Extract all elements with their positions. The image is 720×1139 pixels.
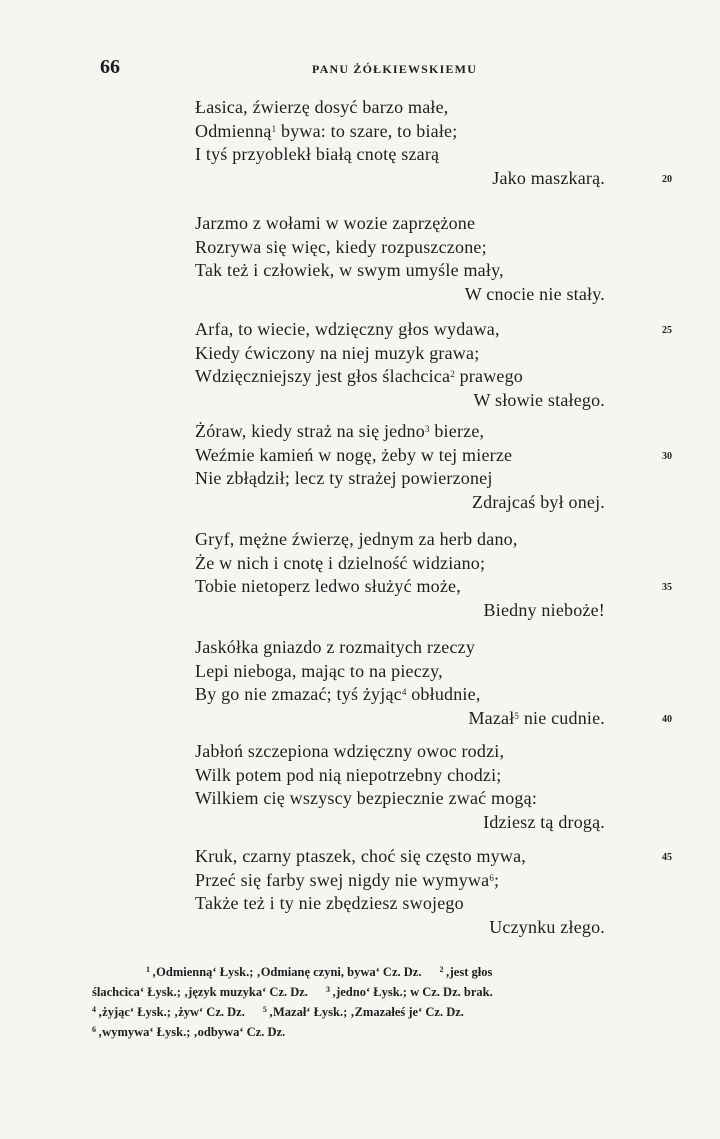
- footnote-text: ślachcica‘ Łysk.; ‚język muzyka‘ Cz. Dz.: [92, 985, 308, 999]
- verse-text: obłudnie,: [406, 684, 481, 704]
- footnote-row: [92, 1022, 672, 1042]
- stanza: [195, 318, 605, 412]
- verse-text: ;: [494, 869, 500, 890]
- footnote-text: ‚jest głos: [445, 965, 493, 979]
- verse-line: [195, 96, 605, 120]
- verse-line: [195, 552, 605, 576]
- stanza: [195, 845, 605, 939]
- stanza: [195, 528, 605, 622]
- verse-line: [195, 420, 605, 444]
- footnote-row: [92, 1002, 672, 1022]
- verse-text: Kruk, czarny ptaszek, choć się często mywa,: [195, 846, 526, 866]
- verse-line: [195, 764, 605, 788]
- verse-line: [195, 236, 605, 260]
- footnote-number: 3: [325, 985, 330, 994]
- footnote-text: ‚żyjąc‘ Łysk.; ‚żyw‘ Cz. Dz.: [98, 1005, 245, 1019]
- verse-line: [195, 683, 605, 707]
- footnote: [326, 985, 493, 999]
- footnote-text: ‚jedno‘ Łysk.; w Cz. Dz. brak.: [331, 985, 493, 999]
- verse-text: Tobie nietoperz ledwo służyć może,: [195, 576, 461, 596]
- verse-line: [195, 120, 605, 144]
- verse-line: [195, 389, 605, 413]
- verse-text: Weźmie kamień w nogę, żeby w tej mierze: [195, 444, 513, 465]
- verse-text: Arfa, to wiecie, wdzięczny głos wydawa,: [195, 319, 500, 339]
- line-number: 30: [662, 450, 672, 462]
- verse-text: Także też i ty nie zbędziesz swojego: [195, 893, 464, 913]
- verse-text: Jarzmo z wołami w wozie zaprzężone: [195, 213, 476, 233]
- footnote-mark: 5: [514, 710, 520, 721]
- footnote-number: 1: [146, 965, 150, 974]
- footnote-mark: 1: [271, 123, 277, 134]
- footnote: [92, 985, 308, 999]
- stanza: [195, 636, 605, 730]
- verse-line: [195, 599, 605, 623]
- verse-text: Lepi nieboga, mając to na pieczy,: [195, 660, 443, 681]
- verse-line: [195, 342, 605, 366]
- verse-text: Łasica, źwierzę dosyć barzo małe,: [195, 97, 449, 117]
- line-number: 35: [662, 582, 672, 593]
- verse-line: [195, 528, 605, 552]
- footnote: [92, 1025, 285, 1039]
- verse-text: Rozrywa się więc, kiedy rozpuszczone;: [195, 236, 487, 257]
- verse-text: Biedny nieboże!: [483, 599, 605, 620]
- footnote: [146, 965, 421, 979]
- verse-line: [195, 259, 605, 283]
- footnote-mark: 4: [401, 687, 407, 697]
- line-number: 25: [662, 325, 672, 336]
- footnote-mark: 6: [489, 872, 495, 883]
- verse-text: Jako maszkarą.: [492, 167, 605, 188]
- footnote-number: 5: [262, 1005, 267, 1014]
- page-number: 66: [100, 56, 120, 78]
- footnote-number: 6: [92, 1025, 96, 1034]
- verse-text: prawego: [454, 366, 523, 386]
- verse-line: [195, 811, 605, 835]
- running-title: PANU ŻÓŁKIEWSKIEMU: [312, 62, 478, 76]
- verse-line: [195, 707, 605, 731]
- verse-text: Zdrajcaś był onej.: [471, 491, 605, 512]
- verse-line: [195, 283, 605, 307]
- verse-text: bierze,: [429, 421, 485, 441]
- verse-text: Mazał: [468, 707, 515, 728]
- footnote-text: ‚Odmienną‘ Łysk.; ‚Odmianę czyni, bywa‘ Cz. Dz.: [152, 965, 422, 979]
- footnote-mark: 3: [424, 424, 430, 434]
- verse-text: W słowie stałego.: [473, 389, 605, 410]
- verse-text: nie cudnie.: [519, 707, 605, 728]
- verse-text: Wilkiem cię wszyscy bezpiecznie zwać mogą:: [195, 788, 538, 808]
- stanza: [195, 212, 605, 306]
- verse-text: W cnocie nie stały.: [464, 283, 605, 304]
- line-number: 45: [662, 852, 672, 863]
- stanza: [195, 740, 605, 834]
- verse-line: [195, 491, 605, 515]
- footnote-row: [92, 962, 672, 982]
- verse-text: Idziesz tą drogą.: [483, 811, 605, 832]
- verse-text: Odmienną: [195, 120, 272, 141]
- verse-text: Że w nich i cnotę i dzielność widziano;: [195, 552, 486, 573]
- verse-line: [195, 869, 605, 893]
- verse-text: Żóraw, kiedy straż na się jedno: [195, 421, 425, 441]
- footnote-row: [92, 982, 672, 1002]
- footnote: [263, 1005, 464, 1019]
- line-number: 40: [662, 713, 672, 725]
- verse-line: [195, 167, 605, 191]
- verse-text: By go nie zmazać; tyś żyjąc: [195, 684, 402, 704]
- verse-text: Jaskółka gniazdo z rozmaitych rzeczy: [195, 637, 476, 657]
- verse-line: [195, 787, 605, 811]
- footnote-number: 4: [92, 1005, 96, 1014]
- verse-text: Przeć się farby swej nigdy nie wymywa: [195, 869, 490, 890]
- verse-text: Wilk potem pod nią niepotrzebny chodzi;: [195, 764, 502, 785]
- verse-line: [195, 212, 605, 236]
- verse-line: [195, 467, 605, 491]
- verse-text: Nie zbłądził; lecz ty strażej powierzonej: [195, 468, 493, 488]
- verse-text: bywa: to szare, to białe;: [276, 120, 458, 141]
- verse-text: Kiedy ćwiczony na niej muzyk grawa;: [195, 342, 480, 363]
- footnote-mark: 2: [450, 369, 455, 379]
- footnote-text: ‚Mazał‘ Łysk.; ‚Zmazałeś je‘ Cz. Dz.: [268, 1005, 464, 1019]
- footnote-text: ‚wymywa‘ Łysk.; ‚odbywa‘ Cz. Dz.: [98, 1025, 286, 1039]
- verse-line: [195, 845, 605, 869]
- verse-line: [195, 318, 605, 342]
- footnotes: [92, 962, 672, 1042]
- stanza: [195, 420, 605, 514]
- verse-line: [195, 660, 605, 684]
- footnote: [92, 1005, 245, 1019]
- verse-line: [195, 740, 605, 764]
- stanza: [195, 96, 605, 190]
- footnote: [439, 965, 492, 979]
- verse-line: [195, 444, 605, 468]
- verse-line: [195, 636, 605, 660]
- verse-line: [195, 143, 605, 167]
- verse-line: [195, 575, 605, 599]
- verse-text: Jabłoń szczepiona wdzięczny owoc rodzi,: [195, 741, 505, 761]
- verse-text: Tak też i człowiek, w swym umyśle mały,: [195, 260, 504, 280]
- verse-line: [195, 365, 605, 389]
- footnote-number: 2: [439, 965, 444, 974]
- verse-line: [195, 892, 605, 916]
- verse-text: Gryf, mężne źwierzę, jednym za herb dano,: [195, 529, 518, 549]
- verse-line: [195, 916, 605, 940]
- verse-text: Uczynku złego.: [489, 916, 605, 937]
- verse-text: I tyś przyoblekł białą cnotę szarą: [195, 144, 440, 164]
- line-number: 20: [662, 173, 672, 185]
- verse-text: Wdzięczniejszy jest głos ślachcica: [195, 366, 451, 386]
